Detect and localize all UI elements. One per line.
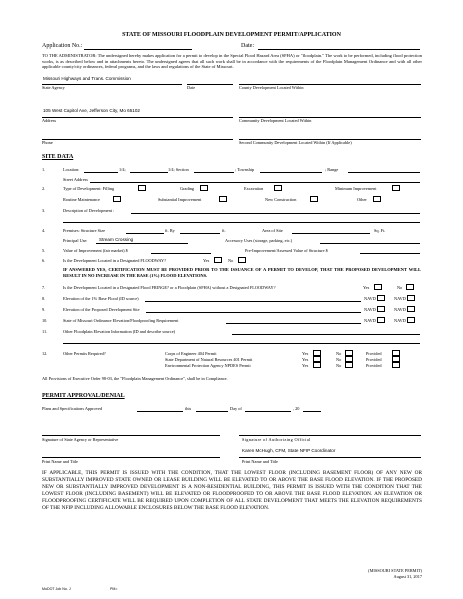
permit-yes-checkbox[interactable]: [313, 362, 321, 368]
premises-label: Premises: Structure Size: [63, 228, 106, 233]
application-no-field[interactable]: [84, 49, 192, 50]
description-field-2[interactable]: [63, 222, 420, 223]
permit-no-label: No: [336, 357, 342, 362]
quarter-label: 1/4;: [119, 167, 126, 172]
bfe-navd-checkbox[interactable]: [377, 295, 385, 301]
permit-provided-label: Provided: [366, 357, 382, 362]
other-elevation-field-2[interactable]: [63, 343, 420, 344]
other-elevation-field[interactable]: [232, 334, 420, 335]
permit-name: State Department of Natural Resources 401 Permit: [165, 357, 253, 362]
street-address-label: Street Address: [63, 177, 88, 182]
area-of-site-field[interactable]: [292, 233, 370, 234]
permit-yes-label: Yes: [302, 357, 309, 362]
executive-order-note: All Provisions of Executive Order 98-03, the "Floodplain Management Ordinance", shall be in Compliance.: [42, 376, 228, 381]
value-label: Value of Improvement (fair market) $: [63, 248, 128, 253]
official-print-name-label: Print Name and Title: [242, 459, 278, 464]
pm-label: PM=: [110, 587, 118, 591]
location-field-1[interactable]: [84, 172, 118, 173]
proposed-label: Elevation of the Proposed Development Site: [63, 307, 140, 312]
other-elevation-label: Other Floodplain Elevation Information (ID and describe source): [63, 329, 176, 334]
ft-label: ft.: [222, 228, 226, 233]
navd-label: NAVD: [364, 307, 376, 312]
value-field[interactable]: [151, 253, 211, 254]
other-checkbox[interactable]: [373, 196, 381, 202]
agency-name-value[interactable]: Missouri Highways and Trans. Commission: [43, 76, 131, 81]
bfe-field[interactable]: [145, 301, 361, 302]
substantial-improvement-label: Substantial Improvement: [158, 197, 202, 202]
street-address-field[interactable]: [90, 182, 420, 183]
new-construction-label: New Construction: [265, 197, 297, 202]
filling-checkbox[interactable]: [138, 185, 146, 191]
permit-no-checkbox[interactable]: [345, 362, 353, 368]
fringe-yes-checkbox[interactable]: [374, 284, 382, 290]
pre-improvement-label: Pre-Improvement/Assessed Value of Structure $: [245, 248, 328, 253]
navd-label: NAVD: [394, 307, 406, 312]
form-name: (MISSOURI STATE PERMIT): [368, 568, 422, 573]
permits-label: Other Permits Required?: [63, 351, 106, 356]
site-data-heading: SITE DATA: [42, 154, 74, 160]
structure-size-field[interactable]: [126, 233, 164, 234]
approval-heading: PERMIT APPROVAL/DENIAL: [42, 393, 125, 399]
substantial-improvement-checkbox[interactable]: [219, 196, 227, 202]
permit-provided-label: Provided: [366, 351, 382, 356]
form-date: August 31, 2017: [393, 574, 422, 579]
item-number: 12.: [42, 351, 48, 356]
permit-provided-checkbox[interactable]: [392, 362, 400, 368]
section-field[interactable]: [194, 172, 234, 173]
approved-field[interactable]: [137, 411, 183, 412]
fringe-yes-label: Yes: [363, 285, 370, 290]
floodway-warning: IF ANSWERED YES, CERTIFICATION MUST BE PROVIDED PRIOR TO THE ISSUANCE OF A PERMIT TO DEVELOP, THAT THE PROPOSED DEVELOPMENT WILL RESULT IN NO INCREASE IN THE BASE (1%) FLOOD ELEVATIONS.: [63, 267, 421, 278]
excavation-checkbox[interactable]: [274, 185, 282, 191]
address-label: Address: [42, 118, 57, 123]
section-label: 1/4; Section: [168, 167, 189, 172]
year-label: , 20: [293, 406, 300, 411]
floodway-no-checkbox[interactable]: [238, 257, 246, 263]
permit-no-label: No: [336, 363, 342, 368]
final-statement: IF APPLICABLE, THIS PERMIT IS ISSUED WITH THE CONDITION, THAT THE LOWEST FLOOR (INCLUDING BASEMENT FLOOR) OF ANY NEW OR SUBSTANTIALLY IMPROVED STATE OWNED OR LEASE BUILDING WILL BE ELEVATED TO OR ABOVE THE BASE FLOOD ELEVATION. IF THE PROPOSED NEW OR SUBSTANTIALLY IMPROVED DEVELOPMENT IS A NON-RESIDENTIAL BUILDING, THIS PERMIT IS ISSUED WITH THE CONDITION THAT THE LOWEST FLOOR (INCLUDING BASEMENT) WILL BE ELEVATED OR FLOODPROOFED TO OR ABOVE THE BASE FLOOD ELEVATION. AN ELEVATION OR FLOODPROOFING CERTIFICATE WILL BE REQUIRED UPON COMPLETION OF ALL STATE DEVELOPMENT THAT MEETS THE ELEVATION REQUIREMENTS OF THE NFIP INCLUDING ALLOWABLE ENCLOSURES BELOW THE BASE FLOOD ELEVATION.: [42, 470, 422, 512]
principal-use-value[interactable]: Stream Crossing: [99, 237, 134, 242]
ordinance-label: State of Missouri Ordinance Elevation/Floodproofing Requirement: [63, 318, 179, 323]
page-title: STATE OF MISSOURI FLOODPLAIN DEVELOPMENT PERMIT/APPLICATION: [122, 32, 341, 38]
floodway-yes-label: Yes: [203, 258, 210, 263]
area-of-site-label: Area of Site: [262, 228, 283, 233]
ordinance-navd-checkbox[interactable]: [377, 317, 385, 323]
item-number: 2.: [42, 186, 46, 191]
phone-label: Phone: [42, 140, 53, 145]
principal-use-line: [96, 243, 188, 244]
item-number: 5.: [42, 248, 46, 253]
item-number: 3.: [42, 208, 46, 213]
permit-name: Corps of Engineer 404 Permit: [165, 351, 217, 356]
day-field[interactable]: [196, 411, 228, 412]
floodway-label: Is the Development Located in a Designated FLOODWAY?: [63, 258, 167, 263]
item-number: 9.: [42, 307, 46, 312]
grading-checkbox[interactable]: [200, 185, 208, 191]
ordinance-navd2-checkbox[interactable]: [407, 317, 415, 323]
township-label: ; Township: [235, 167, 255, 172]
intro-paragraph: TO THE ADMINISTRATOR: The undersigned hereby makes application for a permit to develop in the Special Flood Hazard Area (SFHA) or "floodplain." The work to be performed, including flood protection works, is as described below and in attachments hereto. The undersigned agrees that all such work shall be in accordance with the requirements of the Floodplain Management Ordinance and with all other applicable county/city ordinances, federal programs, and the laws and regulations of the State of Missouri.: [42, 53, 422, 70]
routine-maintenance-checkbox[interactable]: [113, 196, 121, 202]
navd-label: NAVD: [364, 296, 376, 301]
excavation-label: Excavation: [244, 186, 264, 191]
structure-by-field[interactable]: [180, 233, 220, 234]
location-field-2[interactable]: [130, 172, 168, 173]
description-field[interactable]: [131, 213, 420, 214]
location-label: Location:: [63, 167, 80, 172]
date-field[interactable]: [258, 49, 420, 50]
navd-label: NAVD: [364, 318, 376, 323]
permit-no-label: No: [336, 351, 342, 356]
minimum-improvement-label: Minimum Improvement: [335, 186, 377, 191]
month-field[interactable]: [245, 411, 291, 412]
official-signature-line[interactable]: [239, 435, 421, 436]
routine-maintenance-label: Routine Maintenance: [63, 197, 100, 202]
state-print-name-label: Print Name and Title: [42, 459, 78, 464]
item-number: 1.: [42, 167, 46, 172]
address-line: [42, 117, 233, 118]
official-signature-label: Signature of Authorizing Official: [242, 437, 311, 442]
bfe-label: Elevation of the 1% Base Flood (ID source): [63, 296, 139, 301]
proposed-navd2-checkbox[interactable]: [407, 306, 415, 312]
other-label: Other: [357, 197, 367, 202]
date-label: Date:: [241, 43, 254, 49]
new-construction-checkbox[interactable]: [310, 196, 318, 202]
fringe-label: Is the Development Located in a Designated Flood FRINGE? or a Floodplain (SFHA) without a Designated FLOODWAY?: [63, 285, 276, 290]
accessory-uses-label: Accessory Uses (storage, parking, etc.): [225, 238, 293, 243]
ft-by-label: ft. By: [165, 228, 175, 233]
ordinance-field[interactable]: [226, 323, 361, 324]
state-signature-line[interactable]: [42, 435, 220, 436]
navd-label: NAVD: [394, 318, 406, 323]
state-agency-label: State Agency: [42, 85, 65, 90]
agency-address-value[interactable]: 105 West Capitol Ave, Jefferson City, Mo 65102: [43, 108, 140, 113]
principal-use-label: Principal Use:: [63, 238, 88, 243]
navd-label: NAVD: [394, 296, 406, 301]
community-dev-label: Community Development Located Within: [239, 118, 312, 123]
proposed-field[interactable]: [146, 312, 361, 313]
range-label: ; Range: [325, 167, 339, 172]
range-field[interactable]: [348, 172, 420, 173]
year-field[interactable]: [303, 411, 321, 412]
floodway-no-label: No: [228, 258, 234, 263]
permit-provided-label: Provided: [366, 363, 382, 368]
description-label: Description of Development :: [63, 208, 115, 213]
bfe-navd2-checkbox[interactable]: [407, 295, 415, 301]
job-no-label: MoDOT Job No. J: [42, 587, 71, 591]
permit-name: Environmental Protection Agency NPDES Permit: [165, 363, 251, 368]
permit-yes-label: Yes: [302, 363, 309, 368]
grading-label: Grading: [180, 186, 195, 191]
pre-improvement-field[interactable]: [360, 253, 420, 254]
county-dev-label: County Development Located Within: [239, 85, 304, 90]
item-number: 8.: [42, 296, 46, 301]
item-number: 7.: [42, 285, 46, 290]
proposed-navd-checkbox[interactable]: [377, 306, 385, 312]
minimum-improvement-checkbox[interactable]: [392, 185, 400, 191]
item-number: 4.: [42, 228, 46, 233]
township-field[interactable]: [260, 172, 322, 173]
application-no-label: Application No.:: [42, 43, 83, 49]
official-print-name-line: [239, 457, 421, 458]
item-number: 6.: [42, 258, 46, 263]
fringe-no-label: No: [397, 285, 403, 290]
official-name-value: Karen McHugh, CFM, State NFIP Coordinator: [242, 448, 336, 453]
permit-yes-label: Yes: [302, 351, 309, 356]
state-signature-label: Signature of State Agency or Representative: [42, 437, 119, 442]
agency-date-label: Date: [187, 85, 196, 90]
state-print-name-line[interactable]: [42, 457, 220, 458]
day-of-label: Day of: [230, 406, 242, 411]
type-label: Type of Development: Filling: [63, 186, 115, 191]
this-label: this: [185, 406, 192, 411]
second-community-label: Second Community Development Located Within (If Applicable): [239, 140, 352, 145]
accessory-uses-field[interactable]: [320, 243, 420, 244]
floodway-yes-checkbox[interactable]: [214, 257, 222, 263]
item-number: 10.: [42, 318, 48, 323]
item-number: 11.: [42, 329, 48, 334]
plans-label: Plans and Specifications Approved: [42, 406, 103, 411]
fringe-no-checkbox[interactable]: [406, 284, 414, 290]
sq-ft-label: Sq. Ft.: [374, 228, 386, 233]
phone-line: [42, 139, 233, 140]
